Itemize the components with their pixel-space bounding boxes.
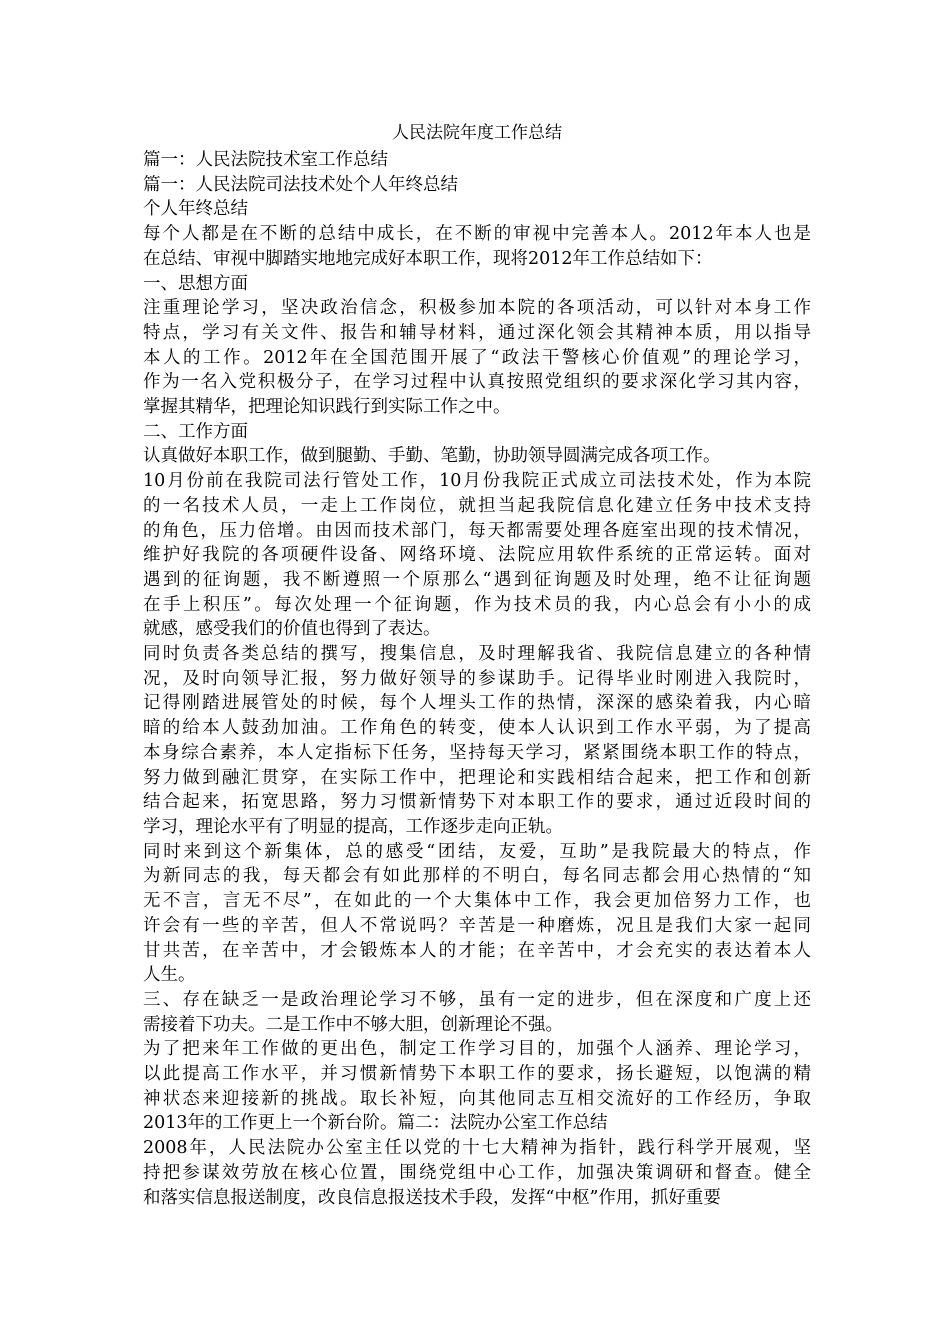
paragraph-line: 2008年，人民法院办公室主任以党的十七大精神为指针，践行科学开展观，坚 xyxy=(143,1138,811,1159)
paragraph-line: 持把参谋效劳放在核心位置，围绕党组中心工作，加强决策调研和督查。健全 xyxy=(143,1162,811,1183)
paragraph xyxy=(143,222,811,271)
paragraph-line: 维护好我院的各项硬件设备、网络环境、法院应用软件系统的正常运转。面对 xyxy=(143,545,811,566)
paragraph-line: 人生。 xyxy=(143,965,196,986)
paragraph xyxy=(143,444,811,469)
paragraph-line: 况，及时向领导汇报，努力做好领导的参谋助手。记得毕业时刚进入我院时， xyxy=(143,668,811,689)
paragraph xyxy=(143,296,811,420)
paragraph-line: 遇到的征询题，我不断遵照一个原那么“遇到征询题及时处理，绝不让征询题 xyxy=(143,569,811,590)
paragraph-line: 同时来到这个新集体，总的感受“团结，友爱，互助”是我院最大的特点，作 xyxy=(143,841,811,862)
paragraph-line: 学习，理论水平有了明显的提高，工作逐步走向正轨。 xyxy=(143,816,563,837)
document-page xyxy=(143,122,811,1210)
paragraph-line: 努力做到融汇贯穿，在实际工作中，把理论和实践相结合起来，把工作和创新 xyxy=(143,767,811,788)
paragraph-line: 注重理论学习，坚决政治信念，积极参加本院的各项活动，可以针对本身工作 xyxy=(143,298,811,319)
document-title: 人民法院年度工作总结 xyxy=(392,123,562,143)
paragraph-line: 本身综合素养，本人定指标下任务，坚持每天学习，紧紧围绕本职工作的特点， xyxy=(143,742,811,763)
paragraph-line: 的一名技术人员，一走上工作岗位，就担当起我院信息化建立任务中技术支持 xyxy=(143,495,811,516)
paragraph-line: 为了把来年工作做的更出色，制定工作学习目的，加强个人涵养、理论学习， xyxy=(143,1039,811,1060)
paragraph-line: 暗的给本人鼓劲加油。工作角色的转变，使本人认识到工作水平弱，为了提高 xyxy=(143,718,811,739)
paragraph-line: 作为一名入党积极分子，在学习过程中认真按照党组织的要求深化学习其内容， xyxy=(143,372,811,393)
paragraph xyxy=(143,642,811,840)
paragraph-line: 2013年的工作更上一个新台阶。篇二：法院办公室工作总结 xyxy=(143,1113,608,1134)
paragraph-line: 就感，感受我们的价值也得到了表达。 xyxy=(143,619,441,640)
paragraph-line: 认真做好本职工作，做到腿勤、手勤、笔勤，协助领导圆满完成各项工作。 xyxy=(143,446,721,467)
paragraph-line: 掌握其精华，把理论知识践行到实际工作之中。 xyxy=(143,397,511,418)
paragraph-line: 记得刚踏进展管处的时候，每个人埋头工作的热情，深深的感染着我，内心暗 xyxy=(143,693,811,714)
paragraph-line: 本人的工作。2012年在全国范围开展了“政法干警核心价值观”的理论学习， xyxy=(143,347,811,368)
paragraph-line: 和落实信息报送制度，改良信息报送技术手段，发挥“中枢”作用，抓好重要 xyxy=(143,1187,721,1208)
section-heading: 二、工作方面 xyxy=(143,421,248,442)
paragraph-line: 神状态来迎接新的挑战。取长补短，向其他同志互相交流好的工作经历，争取 xyxy=(143,1088,811,1109)
paragraph xyxy=(143,840,811,988)
paragraph-line: 特点，学习有关文件、报告和辅导材料，通过深化领会其精神本质，用以指导 xyxy=(143,322,811,343)
paragraph xyxy=(143,1136,811,1210)
paragraph-line: 无不言，言无不尽”，在如此的一个大集体中工作，我会更加倍努力工作，也 xyxy=(143,891,811,912)
paragraph-line: 每个人都是在不断的总结中成长，在不断的审视中完善本人。2012年本人也是 xyxy=(143,224,811,245)
section-heading: 篇一：人民法院司法技术处个人年终总结 xyxy=(143,174,458,195)
paragraph-line: 以此提高工作水平，并习惯新情势下本职工作的要求，扬长避短，以饱满的精 xyxy=(143,1064,811,1085)
paragraph xyxy=(143,1037,811,1136)
section-heading: 一、思想方面 xyxy=(143,273,248,294)
paragraph-line: 10月份前在我院司法行管处工作，10月份我院正式成立司法技术处，作为本院 xyxy=(143,471,811,492)
section-heading: 篇一：人民法院技术室工作总结 xyxy=(143,150,388,170)
paragraph-line: 甘共苦，在辛苦中，才会锻炼本人的才能；在辛苦中，才会充实的表达着本人 xyxy=(143,940,811,961)
paragraph-line: 为新同志的我，每天都会有如此那样的不明白，每名同志都会用心热情的“知 xyxy=(143,866,811,887)
paragraph-line: 三、存在缺乏一是政治理论学习不够，虽有一定的进步，但在深度和广度上还 xyxy=(143,989,811,1010)
paragraph-line: 在手上积压”。每次处理一个征询题，作为技术员的我，内心总会有小小的成 xyxy=(143,594,811,615)
paragraph xyxy=(143,469,811,642)
paragraph-line: 结合起来，拓宽思路，努力习惯新情势下对本职工作的要求，通过近段时间的 xyxy=(143,792,811,813)
paragraph-line: 在总结、审视中脚踏实地地完成好本职工作，现将2012年工作总结如下： xyxy=(143,248,713,269)
section-heading: 个人年终总结 xyxy=(143,199,248,220)
paragraph-line: 需接着下功夫。二是工作中不够大胆，创新理论不强。 xyxy=(143,1014,563,1035)
document-body xyxy=(143,148,811,1210)
paragraph-line: 的角色，压力倍增。由因而技术部门，每天都需要处理各庭室出现的技术情况， xyxy=(143,520,811,541)
paragraph xyxy=(143,988,811,1037)
paragraph-line: 许会有一些的辛苦，但人不常说吗？辛苦是一种磨炼，况且是我们大家一起同 xyxy=(143,915,811,936)
paragraph-line: 同时负责各类总结的撰写，搜集信息，及时理解我省、我院信息建立的各种情 xyxy=(143,644,811,665)
